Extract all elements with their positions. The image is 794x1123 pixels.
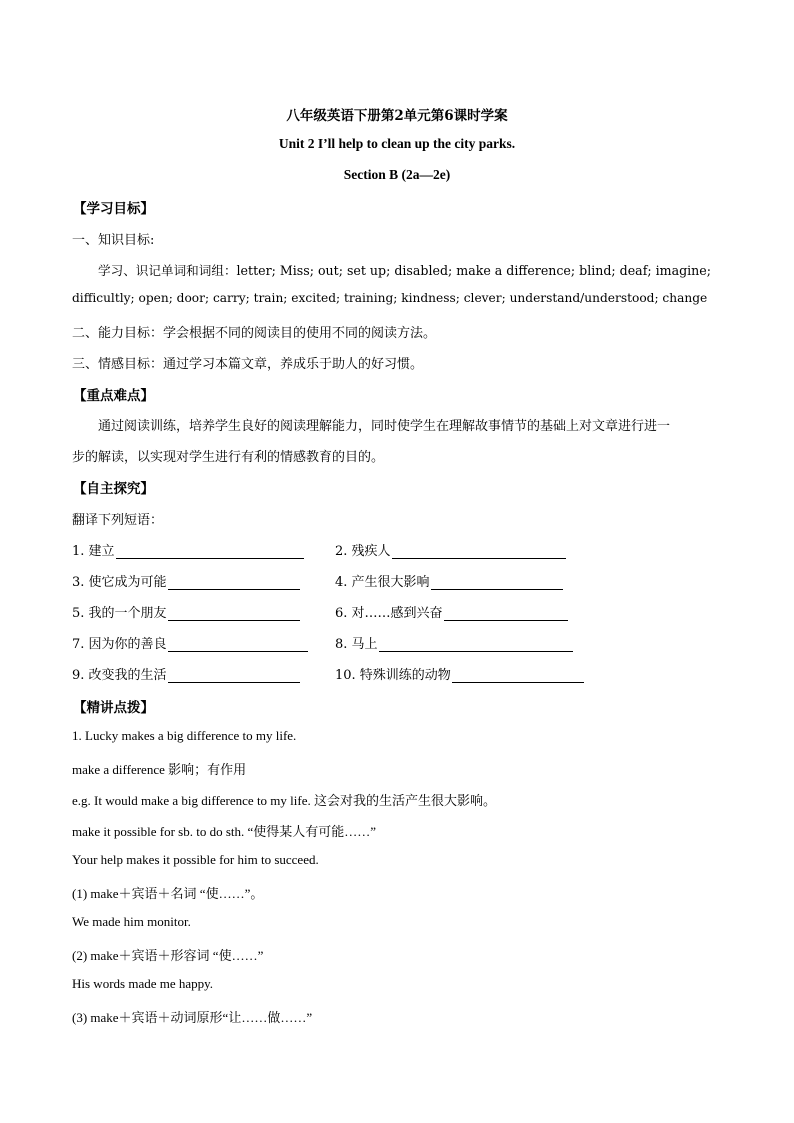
explain-line: We made him monitor. [72, 914, 191, 929]
explain-line: make it possible for sb. to do sth. “使得某人有可能……” [72, 824, 377, 839]
keypoints-line-1: 通过阅读训练，培养学生良好的阅读理解能力，同时使学生在理解故事情节的基础上对文章进行进一 [98, 419, 671, 434]
translation-item-label: 3. 使它成为可能 [72, 575, 167, 590]
goals-heading: 【学习目标】 [73, 201, 154, 217]
explain-line: 1. Lucky makes a big difference to my life. [72, 728, 297, 743]
translation-item [335, 602, 568, 621]
translation-item-label: 1. 建立 [72, 544, 115, 559]
explain-line: (1) make＋宾语＋名词 “使……”。 [72, 886, 264, 901]
ability-goal: 二、能力目标：学会根据不同的阅读目的使用不同的阅读方法。 [72, 326, 437, 341]
explain-heading: 【精讲点拨】 [73, 700, 154, 716]
answer-blank[interactable] [431, 576, 563, 590]
explore-heading: 【自主探究】 [73, 481, 154, 497]
answer-blank[interactable] [392, 545, 566, 559]
knowledge-goal-line-2: difficultly; open; door; carry; train; excited; training; kindness; clever; understand/understood; change [72, 291, 708, 305]
answer-blank[interactable] [452, 669, 584, 683]
answer-blank[interactable] [168, 607, 300, 621]
translation-item [335, 571, 563, 590]
answer-blank[interactable] [168, 576, 300, 590]
worksheet-title: 八年级英语下册第2单元第6课时学案 [286, 108, 508, 124]
keypoints-heading: 【重点难点】 [73, 388, 154, 404]
translation-item [335, 540, 566, 559]
explain-line: Your help makes it possible for him to succeed. [72, 852, 319, 867]
translation-item [72, 664, 300, 683]
translation-item-label: 5. 我的一个朋友 [72, 606, 167, 621]
unit-subtitle: Unit 2 I’ll help to clean up the city parks. [278, 136, 516, 151]
explain-line: (3) make＋宾语＋动词原形“让……做……” [72, 1010, 313, 1025]
knowledge-goal-line-1: 学习、识记单词和词组：letter; Miss; out; set up; disabled; make a difference; blind; deaf; imagine; [98, 263, 711, 278]
explain-line: (2) make＋宾语＋形容词 “使……” [72, 948, 264, 963]
keypoints-line-2: 步的解读，以实现对学生进行有利的情感教育的目的。 [72, 450, 385, 465]
answer-blank[interactable] [379, 638, 573, 652]
knowledge-goal-heading: 一、知识目标: [72, 233, 155, 248]
explain-line: make a difference 影响；有作用 [72, 762, 247, 777]
answer-blank[interactable] [116, 545, 304, 559]
translation-item [335, 633, 573, 652]
section-label: Section B (2a—2e) [343, 167, 451, 182]
translation-item-label: 2. 残疾人 [335, 544, 391, 559]
explore-instruction: 翻译下列短语： [72, 513, 164, 528]
translation-item-label: 6. 对……感到兴奋 [335, 606, 443, 621]
translation-item-label: 9. 改变我的生活 [72, 668, 167, 683]
explain-line: e.g. It would make a big difference to my life. 这会对我的生活产生很大影响。 [72, 793, 496, 808]
translation-item-label: 4. 产生很大影响 [335, 575, 430, 590]
translation-item [72, 602, 300, 621]
answer-blank[interactable] [444, 607, 568, 621]
answer-blank[interactable] [168, 638, 308, 652]
translation-item-label: 7. 因为你的善良 [72, 637, 167, 652]
emotion-goal: 三、情感目标：通过学习本篇文章，养成乐于助人的好习惯。 [72, 357, 424, 372]
translation-item-label: 8. 马上 [335, 637, 378, 652]
translation-item [72, 571, 300, 590]
translation-item [72, 540, 304, 559]
translation-item [72, 633, 308, 652]
translation-item [335, 664, 584, 683]
translation-item-label: 10. 特殊训练的动物 [335, 668, 451, 683]
explain-line: His words made me happy. [72, 976, 214, 991]
answer-blank[interactable] [168, 669, 300, 683]
